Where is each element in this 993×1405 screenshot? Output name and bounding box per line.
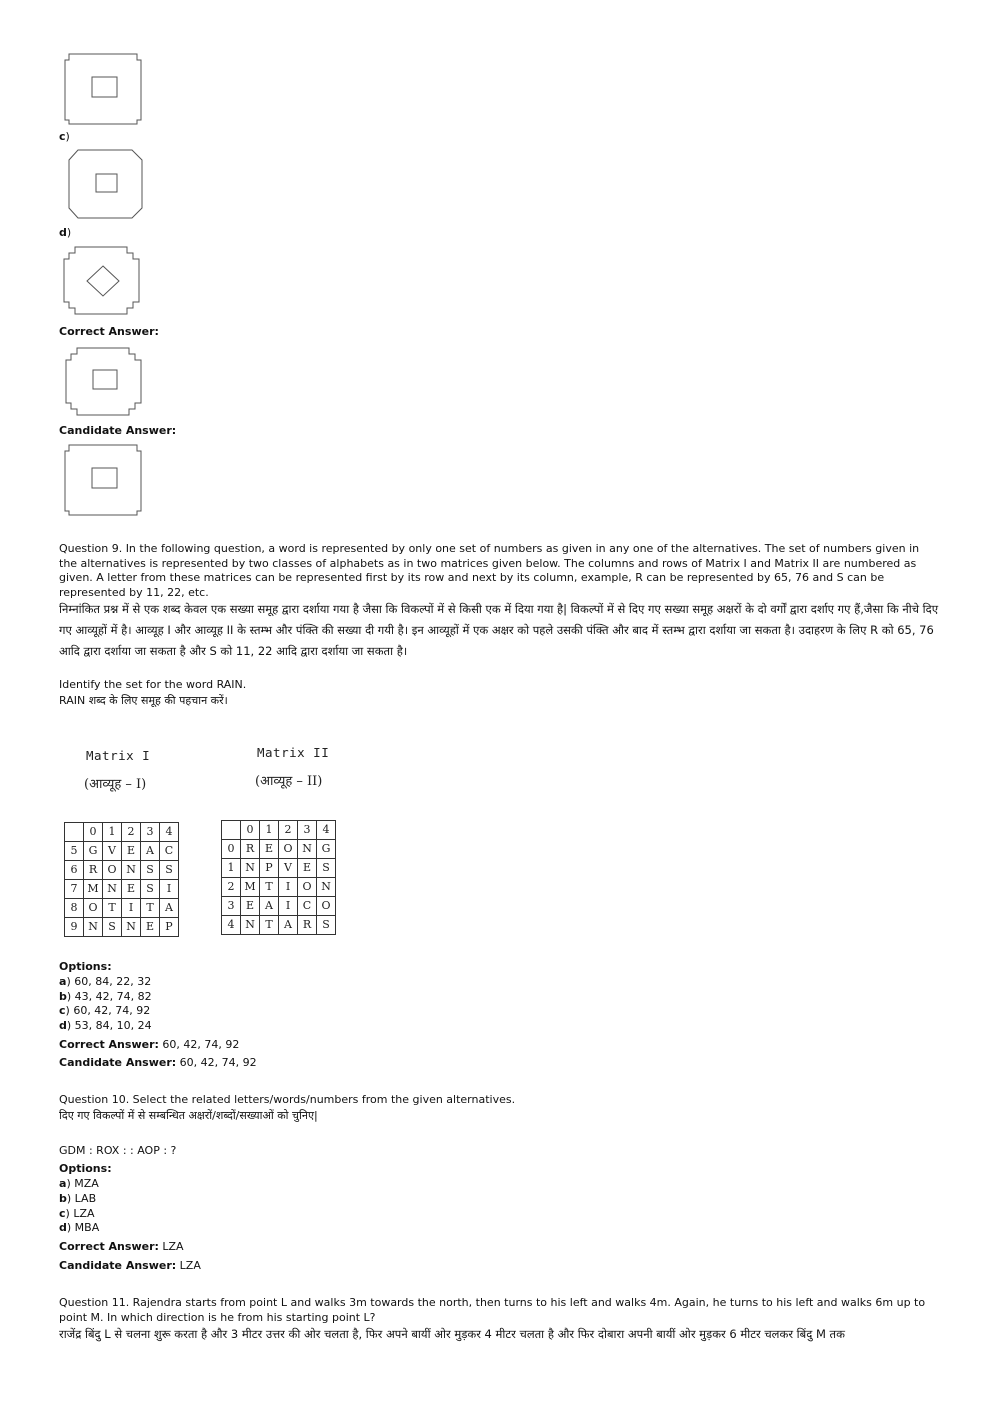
matrix-2-cell: A xyxy=(260,897,279,916)
matrix-2-col-header: 3 xyxy=(298,821,317,840)
matrix-2-col-header: 0 xyxy=(241,821,260,840)
matrix-2-cell: N xyxy=(241,916,260,935)
matrix-1-cell: O xyxy=(84,899,103,918)
matrix-2-cell: E xyxy=(298,859,317,878)
q9-option-b: b) 43, 42, 74, 82 xyxy=(59,990,152,1003)
matrix-1-row-header: 6 xyxy=(65,861,84,880)
q10-option-d: d) MBA xyxy=(59,1221,100,1234)
figure-correct-answer xyxy=(63,345,147,419)
matrix-2-cell: S xyxy=(317,916,336,935)
matrix-1-cell: V xyxy=(103,842,122,861)
q9-question-text-hi: निम्नांकित प्रश्न में से एक शब्द केवल एक सख्या समूह द्वारा दर्शाया गया है जैसा कि विकल्पों में से किसी एक में दिया गया है| विकल्पों में से दिए गए सख्या समूह अक्षरों के दो वर्गों द्वारा दर्शाए गए हैं,जैसा कि नीचे दिए गए आव्यूहों में है। आव्यूह I और आव्यूह II के स्तम्भ और पंक्ति की सख्या दी गयी है। इन आव्यूहों में एक अक्षर को पहले उसकी पंक्ति और बाद में स्तम्भ द्वारा दर्शाया जा सकता है। उदाहरण के लिए R को 65, 76 आदि द्वारा दर्शाया जा सकता है और S को 11, 22 आदि द्वारा दर्शाया जा सकता है। xyxy=(59,602,939,658)
matrix-1-cell: A xyxy=(160,899,179,918)
matrix-1-table xyxy=(64,822,179,937)
matrix-2-cell: C xyxy=(298,897,317,916)
matrix-1-header-blank xyxy=(65,823,84,842)
matrix-2-row-header: 4 xyxy=(222,916,241,935)
q10-option-a: a) MZA xyxy=(59,1177,99,1190)
matrix-1-cell: I xyxy=(160,880,179,899)
matrix-1-cell: N xyxy=(122,861,141,880)
matrix-1-title: Matrix I xyxy=(86,748,151,763)
matrix-2-title: Matrix II xyxy=(257,745,330,760)
matrix-2-cell: N xyxy=(317,878,336,897)
matrix-2-cell: N xyxy=(298,840,317,859)
matrix-2-cell: R xyxy=(298,916,317,935)
matrix-2-cell: M xyxy=(241,878,260,897)
matrix-2-cell: O xyxy=(317,897,336,916)
matrix-2-row-header: 1 xyxy=(222,859,241,878)
q10-option-b: b) LAB xyxy=(59,1192,97,1205)
matrix-2-row-header: 0 xyxy=(222,840,241,859)
matrix-1-row-header: 7 xyxy=(65,880,84,899)
matrix-1-cell: N xyxy=(84,918,103,937)
matrix-2-cell: O xyxy=(279,840,298,859)
figure-option-b xyxy=(61,50,147,126)
matrix-2-cell: E xyxy=(260,840,279,859)
matrix-1-cell: S xyxy=(141,861,160,880)
matrix-1-cell: A xyxy=(141,842,160,861)
matrix-1-cell: S xyxy=(160,861,179,880)
matrix-2-col-header: 2 xyxy=(279,821,298,840)
matrix-1-cell: S xyxy=(141,880,160,899)
q11-question-text-en: Question 11. Rajendra starts from point L and walks 3m towards the north, then turns to his left and walks 4m. Again, he turns to his left and walks 6m up to point M. In which direction is he from his starting point L? xyxy=(59,1296,926,1324)
matrix-2-table xyxy=(221,820,336,935)
matrix-1-cell: E xyxy=(141,918,160,937)
matrix-2-col-header: 4 xyxy=(317,821,336,840)
matrix-2-cell: O xyxy=(298,878,317,897)
matrix-1-row-header: 9 xyxy=(65,918,84,937)
matrix-2-cell: P xyxy=(260,859,279,878)
q8-correct-answer-label: Correct Answer: xyxy=(59,325,159,338)
q10-question-text-hi: दिए गए विकल्पों में से सम्बन्धित अक्षरों/शब्दों/सख्याओं को चुनिए| xyxy=(59,1109,318,1122)
matrix-2-cell: N xyxy=(241,859,260,878)
matrix-2-col-header: 1 xyxy=(260,821,279,840)
matrix-1-row-header: 5 xyxy=(65,842,84,861)
matrix-1-cell: E xyxy=(122,880,141,899)
matrix-1-col-header: 0 xyxy=(84,823,103,842)
matrix-1-col-header: 4 xyxy=(160,823,179,842)
q10-question-text-en: Question 10. Select the related letters/words/numbers from the given alternatives. xyxy=(59,1093,516,1106)
figure-option-d xyxy=(61,244,145,318)
matrix-2-row-header: 2 xyxy=(222,878,241,897)
option-d-label: d) xyxy=(59,226,72,239)
matrix-2-cell: T xyxy=(260,878,279,897)
matrix-1-cell: P xyxy=(160,918,179,937)
q8-candidate-answer-label: Candidate Answer: xyxy=(59,424,177,437)
matrix-1-cell: T xyxy=(103,899,122,918)
matrix-2-cell: A xyxy=(279,916,298,935)
matrix-1-cell: G xyxy=(84,842,103,861)
q10-options-label: Options: xyxy=(59,1162,112,1175)
q9-options-label: Options: xyxy=(59,960,112,973)
q9-option-a: a) 60, 84, 22, 32 xyxy=(59,975,152,988)
q9-option-c: c) 60, 42, 74, 92 xyxy=(59,1004,151,1017)
q9-correct-answer: Correct Answer: 60, 42, 74, 92 xyxy=(59,1038,240,1051)
q9-identify-en: Identify the set for the word RAIN. xyxy=(59,678,247,691)
matrix-2-cell: I xyxy=(279,878,298,897)
matrix-2-cell: S xyxy=(317,859,336,878)
matrix-1-subtitle: (आव्यूह – I) xyxy=(84,777,147,792)
matrix-1-cell: T xyxy=(141,899,160,918)
q10-correct-answer: Correct Answer: LZA xyxy=(59,1240,184,1253)
matrix-1-cell: O xyxy=(103,861,122,880)
matrix-2-header-blank xyxy=(222,821,241,840)
matrix-2-row-header: 3 xyxy=(222,897,241,916)
figure-candidate-answer xyxy=(61,441,147,517)
figure-option-c xyxy=(66,148,146,220)
q9-option-d: d) 53, 84, 10, 24 xyxy=(59,1019,152,1032)
matrix-1-cell: N xyxy=(103,880,122,899)
option-c-label: c) xyxy=(59,130,70,143)
matrix-1-row-header: 8 xyxy=(65,899,84,918)
matrix-2-subtitle: (आव्यूह – II) xyxy=(255,774,323,789)
matrix-1-cell: R xyxy=(84,861,103,880)
matrix-2-cell: V xyxy=(279,859,298,878)
matrix-1-cell: I xyxy=(122,899,141,918)
q10-prompt: GDM : ROX : : AOP : ? xyxy=(59,1144,177,1157)
matrix-1-cell: C xyxy=(160,842,179,861)
matrix-2-cell: R xyxy=(241,840,260,859)
matrix-1-cell: N xyxy=(122,918,141,937)
q10-option-c: c) LZA xyxy=(59,1207,95,1220)
matrix-2-cell: T xyxy=(260,916,279,935)
matrix-1-cell: E xyxy=(122,842,141,861)
matrix-1-col-header: 2 xyxy=(122,823,141,842)
q9-question-text-en: Question 9. In the following question, a word is represented by only one set of numbers as given in any one of the alternatives. The set of numbers given in the alternatives is represented by two classes of alphabets as in two matrices given below. The columns and rows of Matrix I and Matrix II are numbered as given. A letter from these matrices can be represented first by its row and next by its column, example, R can be represented by 65, 76 and S can be represented by 11, 22, etc. xyxy=(59,542,920,599)
q10-candidate-answer: Candidate Answer: LZA xyxy=(59,1259,201,1272)
q9-candidate-answer: Candidate Answer: 60, 42, 74, 92 xyxy=(59,1056,257,1069)
matrix-2-cell: G xyxy=(317,840,336,859)
matrix-1-col-header: 3 xyxy=(141,823,160,842)
q9-identify-hi: RAIN शब्द के लिए समूह की पहचान करें। xyxy=(59,694,228,707)
matrix-2-cell: I xyxy=(279,897,298,916)
q11-question-text-hi: राजेंद्र बिंदु L से चलना शुरू करता है और 3 मीटर उत्तर की ओर चलता है, फिर अपने बायीं ओर मुड़कर 4 मीटर चलता है और फिर दोबारा अपनी बायीं ओर मुड़कर 6 मीटर चलकर बिंदु M तक xyxy=(59,1327,845,1341)
matrix-2-cell: E xyxy=(241,897,260,916)
matrix-1-cell: M xyxy=(84,880,103,899)
matrix-1-col-header: 1 xyxy=(103,823,122,842)
matrix-1-cell: S xyxy=(103,918,122,937)
